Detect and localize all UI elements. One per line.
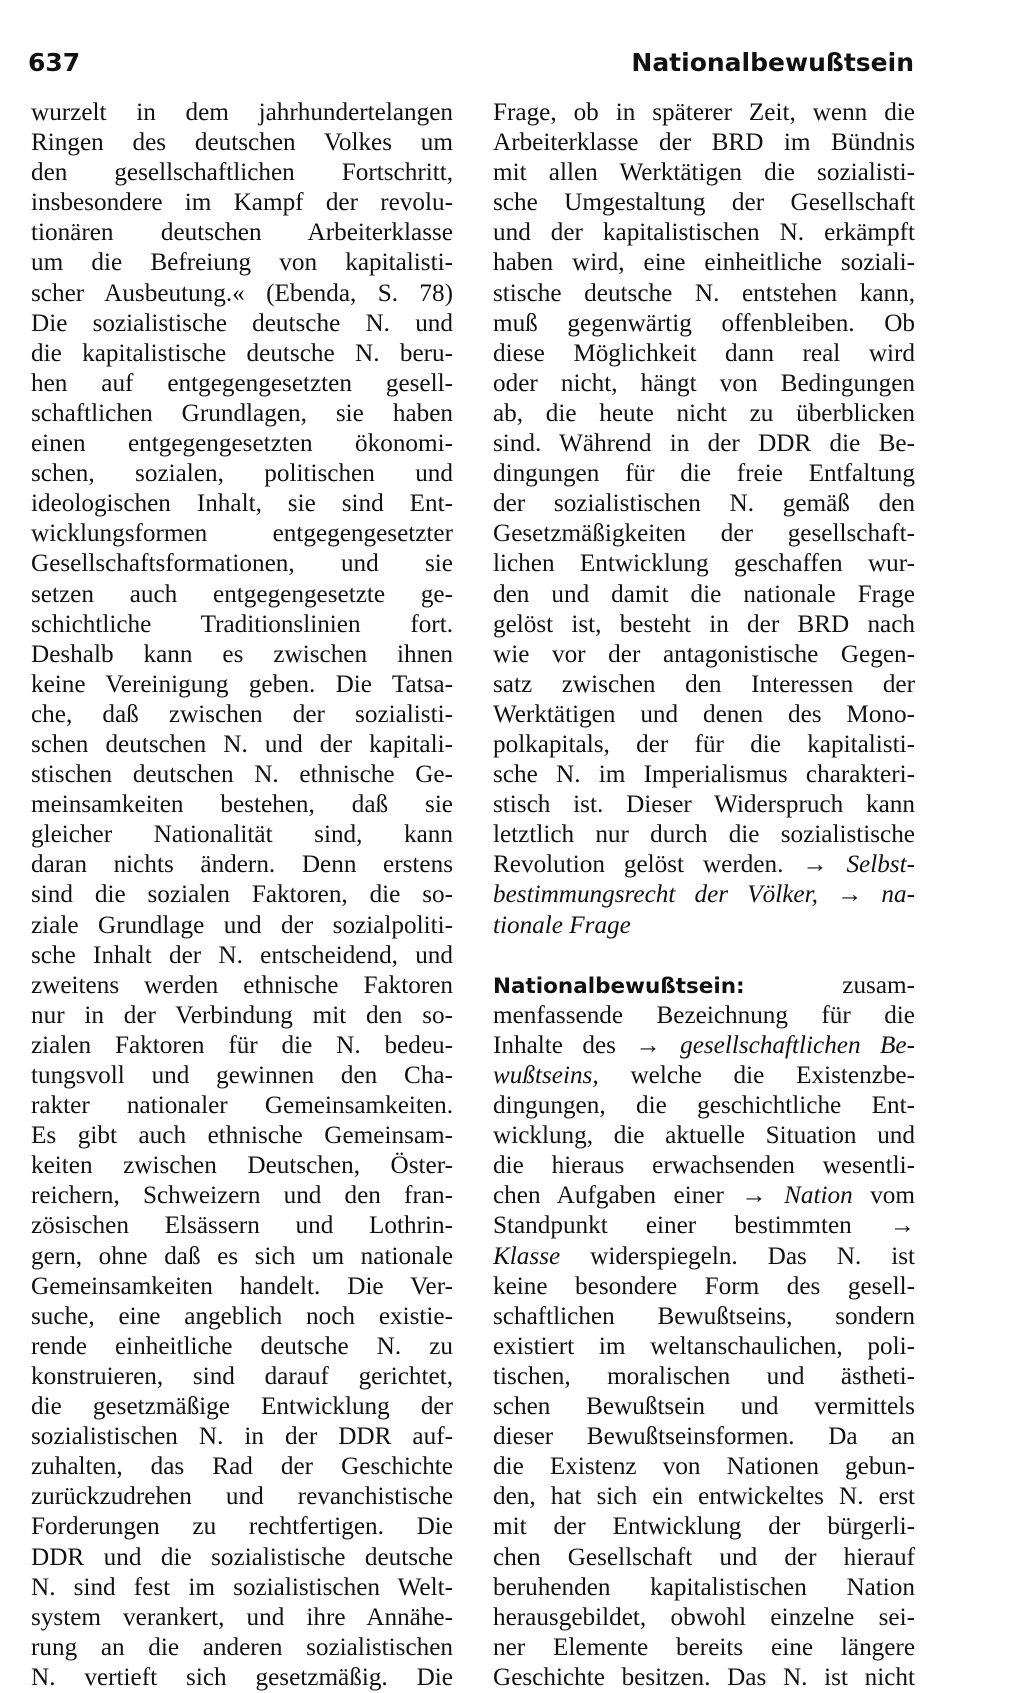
text-line: schen deutschen N. und der kapitali- (31, 730, 453, 758)
text-line: diese Möglichkeit dann real wird (493, 339, 915, 367)
text-line: wicklung, die aktuelle Situation und (493, 1122, 915, 1150)
text-line: daran nichts ändern. Denn erstens (31, 851, 453, 879)
text-line: Werktätigen und denen des Mono- (493, 700, 915, 728)
text-line: Gesetzmäßigkeiten der gesellschaft- (493, 520, 915, 548)
text-line: Es gibt auch ethnische Gemeinsam- (31, 1122, 453, 1150)
text-line: schen, sozialen, politischen und (31, 460, 453, 488)
text-line: zuhalten, das Rad der Geschichte (31, 1453, 453, 1481)
text-line: Deshalb kann es zwischen ihnen (31, 640, 453, 668)
text-line: keine besondere Form des gesell- (493, 1272, 915, 1300)
text-line: ideologischen Inhalt, sie sind Ent- (31, 490, 453, 518)
text-line: muß gegenwärtig offenbleiben. Ob (493, 309, 915, 337)
text-line: Revolution gelöst werden. → Selbst- (493, 851, 915, 879)
text-line: stische deutsche N. entstehen kann, (493, 279, 915, 307)
text-line: der sozialistischen N. gemäß den (493, 490, 915, 518)
text-line: haben wird, eine einheitliche soziali- (493, 249, 915, 277)
cross-reference[interactable]: Klasse (493, 1242, 561, 1270)
text-line: stisch ist. Dieser Widerspruch kann (493, 791, 915, 819)
text-line: Frage, ob in späterer Zeit, wenn die (493, 99, 915, 126)
text-line: meinsamkeiten bestehen, daß sie (31, 791, 453, 819)
text-line: menfassende Bezeichnung für die (493, 1001, 915, 1029)
cross-reference[interactable]: wußtseins, (493, 1062, 599, 1089)
text-line: chen Aufgaben einer → Nation vom (493, 1182, 915, 1210)
text-line: den und damit die nationale Frage (493, 580, 915, 608)
text-line: sind die sozialen Faktoren, die so- (31, 881, 453, 909)
preceding-entry-continuation (493, 98, 915, 850)
entry-headword: Nationalbewußtsein: (493, 973, 745, 999)
text-line: setzen auch entgegengesetzte ge- (31, 580, 453, 608)
text-line: lichen Entwicklung geschaffen wur- (493, 550, 915, 578)
cross-reference[interactable]: tionale Frage (493, 911, 631, 939)
text-line: Arbeiterklasse der BRD im Bündnis (493, 129, 915, 157)
text-line: wicklungsformen entgegengesetzter (31, 520, 453, 548)
entry-spacer (493, 941, 915, 971)
text-line: gleicher Nationalität sind, kann (31, 821, 453, 849)
text-line: schen Bewußtsein und vermittels (493, 1393, 915, 1421)
text-line: zweitens werden ethnische Faktoren (31, 971, 453, 999)
text-line: die gesetzmäßige Entwicklung der (31, 1393, 453, 1421)
text-line: zösischen Elsässern und Lothrin- (31, 1212, 453, 1240)
text-line: Gemeinsamkeiten handelt. Die Ver- (31, 1272, 453, 1300)
text-line: oder nicht, hängt von Bedingungen (493, 369, 915, 397)
running-head (28, 48, 914, 88)
text-line: Forderungen zu rechtfertigen. Die (31, 1513, 453, 1541)
text-line: letztlich nur durch die sozialistische (493, 821, 915, 849)
text-line: schaftlichen Bewußtseins, sondern (493, 1302, 915, 1330)
text-line: dingungen für die freie Entfaltung (493, 460, 915, 488)
text-line: herausgebildet, obwohl einzelne sei- (493, 1603, 915, 1631)
text-line: stischen deutschen N. ethnische Ge- (31, 761, 453, 789)
text-line: einen entgegengesetzten ökonomi- (31, 430, 453, 458)
text-line: hen auf entgegengesetzten gesell- (31, 369, 453, 397)
text-line: keine Vereinigung geben. Die Tatsa- (31, 670, 453, 698)
text-line: rakter nationaler Gemeinsamkeiten. (31, 1092, 453, 1120)
right-column (493, 98, 915, 1693)
text-line: dieser Bewußtseinsformen. Da an (493, 1423, 915, 1451)
text-line: Geschichte besitzen. Das N. ist nicht (493, 1663, 915, 1691)
text-line: mit der Entwicklung der bürgerli- (493, 1513, 915, 1541)
text-line: sind. Während in der DDR die Be- (493, 430, 915, 458)
text-line: und der kapitalistischen N. erkämpft (493, 219, 915, 247)
text-line: zurückzudrehen und revanchistische (31, 1483, 453, 1511)
text-line: die kapitalistische deutsche N. beru- (31, 339, 453, 367)
left-column (31, 98, 453, 1693)
text-line: chen Gesellschaft und der hierauf (493, 1543, 915, 1571)
text-line: ner Elemente bereits eine längere (493, 1633, 915, 1661)
text-line: N. sind fest im sozialistischen Welt- (31, 1573, 453, 1601)
text-line: Nationalbewußtsein: zusam- (493, 971, 915, 999)
text-line: die hieraus erwachsenden wesentli- (493, 1152, 915, 1180)
text-line: sche Umgestaltung der Gesellschaft (493, 189, 915, 217)
text-line: gelöst ist, besteht in der BRD nach (493, 610, 915, 638)
text-line: nur in der Verbindung mit den so- (31, 1001, 453, 1029)
text-line: mit allen Werktätigen die sozialisti- (493, 159, 915, 187)
text-line: Die sozialistische deutsche N. und (31, 309, 453, 337)
cross-reference[interactable]: bestimmungsrecht der Völker, (493, 881, 818, 909)
cross-reference[interactable]: gesellschaftlichen Be- (680, 1031, 915, 1059)
text-line: Inhalte des → gesellschaftlichen Be- (493, 1031, 915, 1059)
text-line: um die Befreiung von kapitalisti- (31, 249, 453, 277)
text-line: den, hat sich ein entwickeltes N. erst (493, 1483, 915, 1511)
text-line: rende einheitliche deutsche N. zu (31, 1332, 453, 1360)
text-line: die Existenz von Nationen gebun- (493, 1453, 915, 1481)
text-line: satz zwischen den Interessen der (493, 670, 915, 698)
text-line: Gesellschaftsformationen, und sie (31, 550, 453, 578)
text-line: che, daß zwischen der sozialisti- (31, 700, 453, 728)
text-line: sche Inhalt der N. entscheidend, und (31, 941, 453, 969)
text-line: bestimmungsrecht der Völker, → na- (493, 881, 915, 909)
text-line: wie vor der antagonistische Gegen- (493, 640, 915, 668)
entry-body (493, 1272, 915, 1693)
entry-nationalbewusstsein (493, 971, 915, 1693)
text-line: schichtliche Traditionslinien fort. (31, 610, 453, 638)
text-line: dingungen, die geschichtliche Ent- (493, 1092, 915, 1120)
cross-reference[interactable]: Nation (784, 1182, 853, 1210)
text-line: wurzelt in dem jahrhundertelangen (31, 99, 453, 126)
text-line: wußtseins, welche die Existenzbe- (493, 1062, 915, 1089)
text-line: polkapitals, der für die kapitalisti- (493, 730, 915, 758)
cross-reference[interactable]: Selbst- (846, 851, 915, 879)
text-line: DDR und die sozialistische deutsche (31, 1543, 453, 1571)
text-line: Standpunkt einer bestimmten → (493, 1212, 915, 1240)
text-line: tungsvoll und gewinnen den Cha- (31, 1062, 453, 1089)
text-line (493, 911, 915, 941)
running-title: Nationalbewußtsein (631, 48, 914, 77)
text-line: gern, ohne daß es sich um nationale (31, 1242, 453, 1270)
cross-reference[interactable]: na- (881, 881, 915, 909)
text-line: sozialistischen N. in der DDR auf- (31, 1423, 453, 1451)
text-line: konstruieren, sind darauf gerichtet, (31, 1362, 453, 1390)
text-line: sche N. im Imperialismus charakteri- (493, 761, 915, 789)
text-line: Klasse widerspiegeln. Das N. ist (493, 1242, 915, 1270)
text-line: system verankert, und ihre Annähe- (31, 1603, 453, 1631)
text-line: zialen Faktoren für die N. bedeu- (31, 1031, 453, 1059)
text-line: suche, eine angeblich noch existie- (31, 1302, 453, 1330)
text-line: scher Ausbeutung.« (Ebenda, S. 78) (31, 279, 453, 307)
text-line: rung an die anderen sozialistischen (31, 1633, 453, 1661)
text-line: reichern, Schweizern und den fran- (31, 1182, 453, 1210)
text-line: tischen, moralischen und ästheti- (493, 1362, 915, 1390)
text-line: insbesondere im Kampf der revolu- (31, 189, 453, 217)
text-line: keiten zwischen Deutschen, Öster- (31, 1152, 453, 1180)
text-line: ziale Grundlage und der sozialpoliti- (31, 911, 453, 939)
page-number: 637 (28, 48, 81, 77)
text-line: ab, die heute nicht zu überblicken (493, 399, 915, 427)
text-line: tionären deutschen Arbeiterklasse (31, 219, 453, 247)
text-line: den gesellschaftlichen Fortschritt, (31, 159, 453, 187)
text-line: schaftlichen Grundlagen, sie haben (31, 399, 453, 427)
text-line: Ringen des deutschen Volkes um (31, 129, 453, 157)
text-line: beruhenden kapitalistischen Nation (493, 1573, 915, 1601)
text-line: N. vertieft sich gesetzmäßig. Die (31, 1663, 453, 1691)
text-line: existiert im weltanschaulichen, poli- (493, 1332, 915, 1360)
